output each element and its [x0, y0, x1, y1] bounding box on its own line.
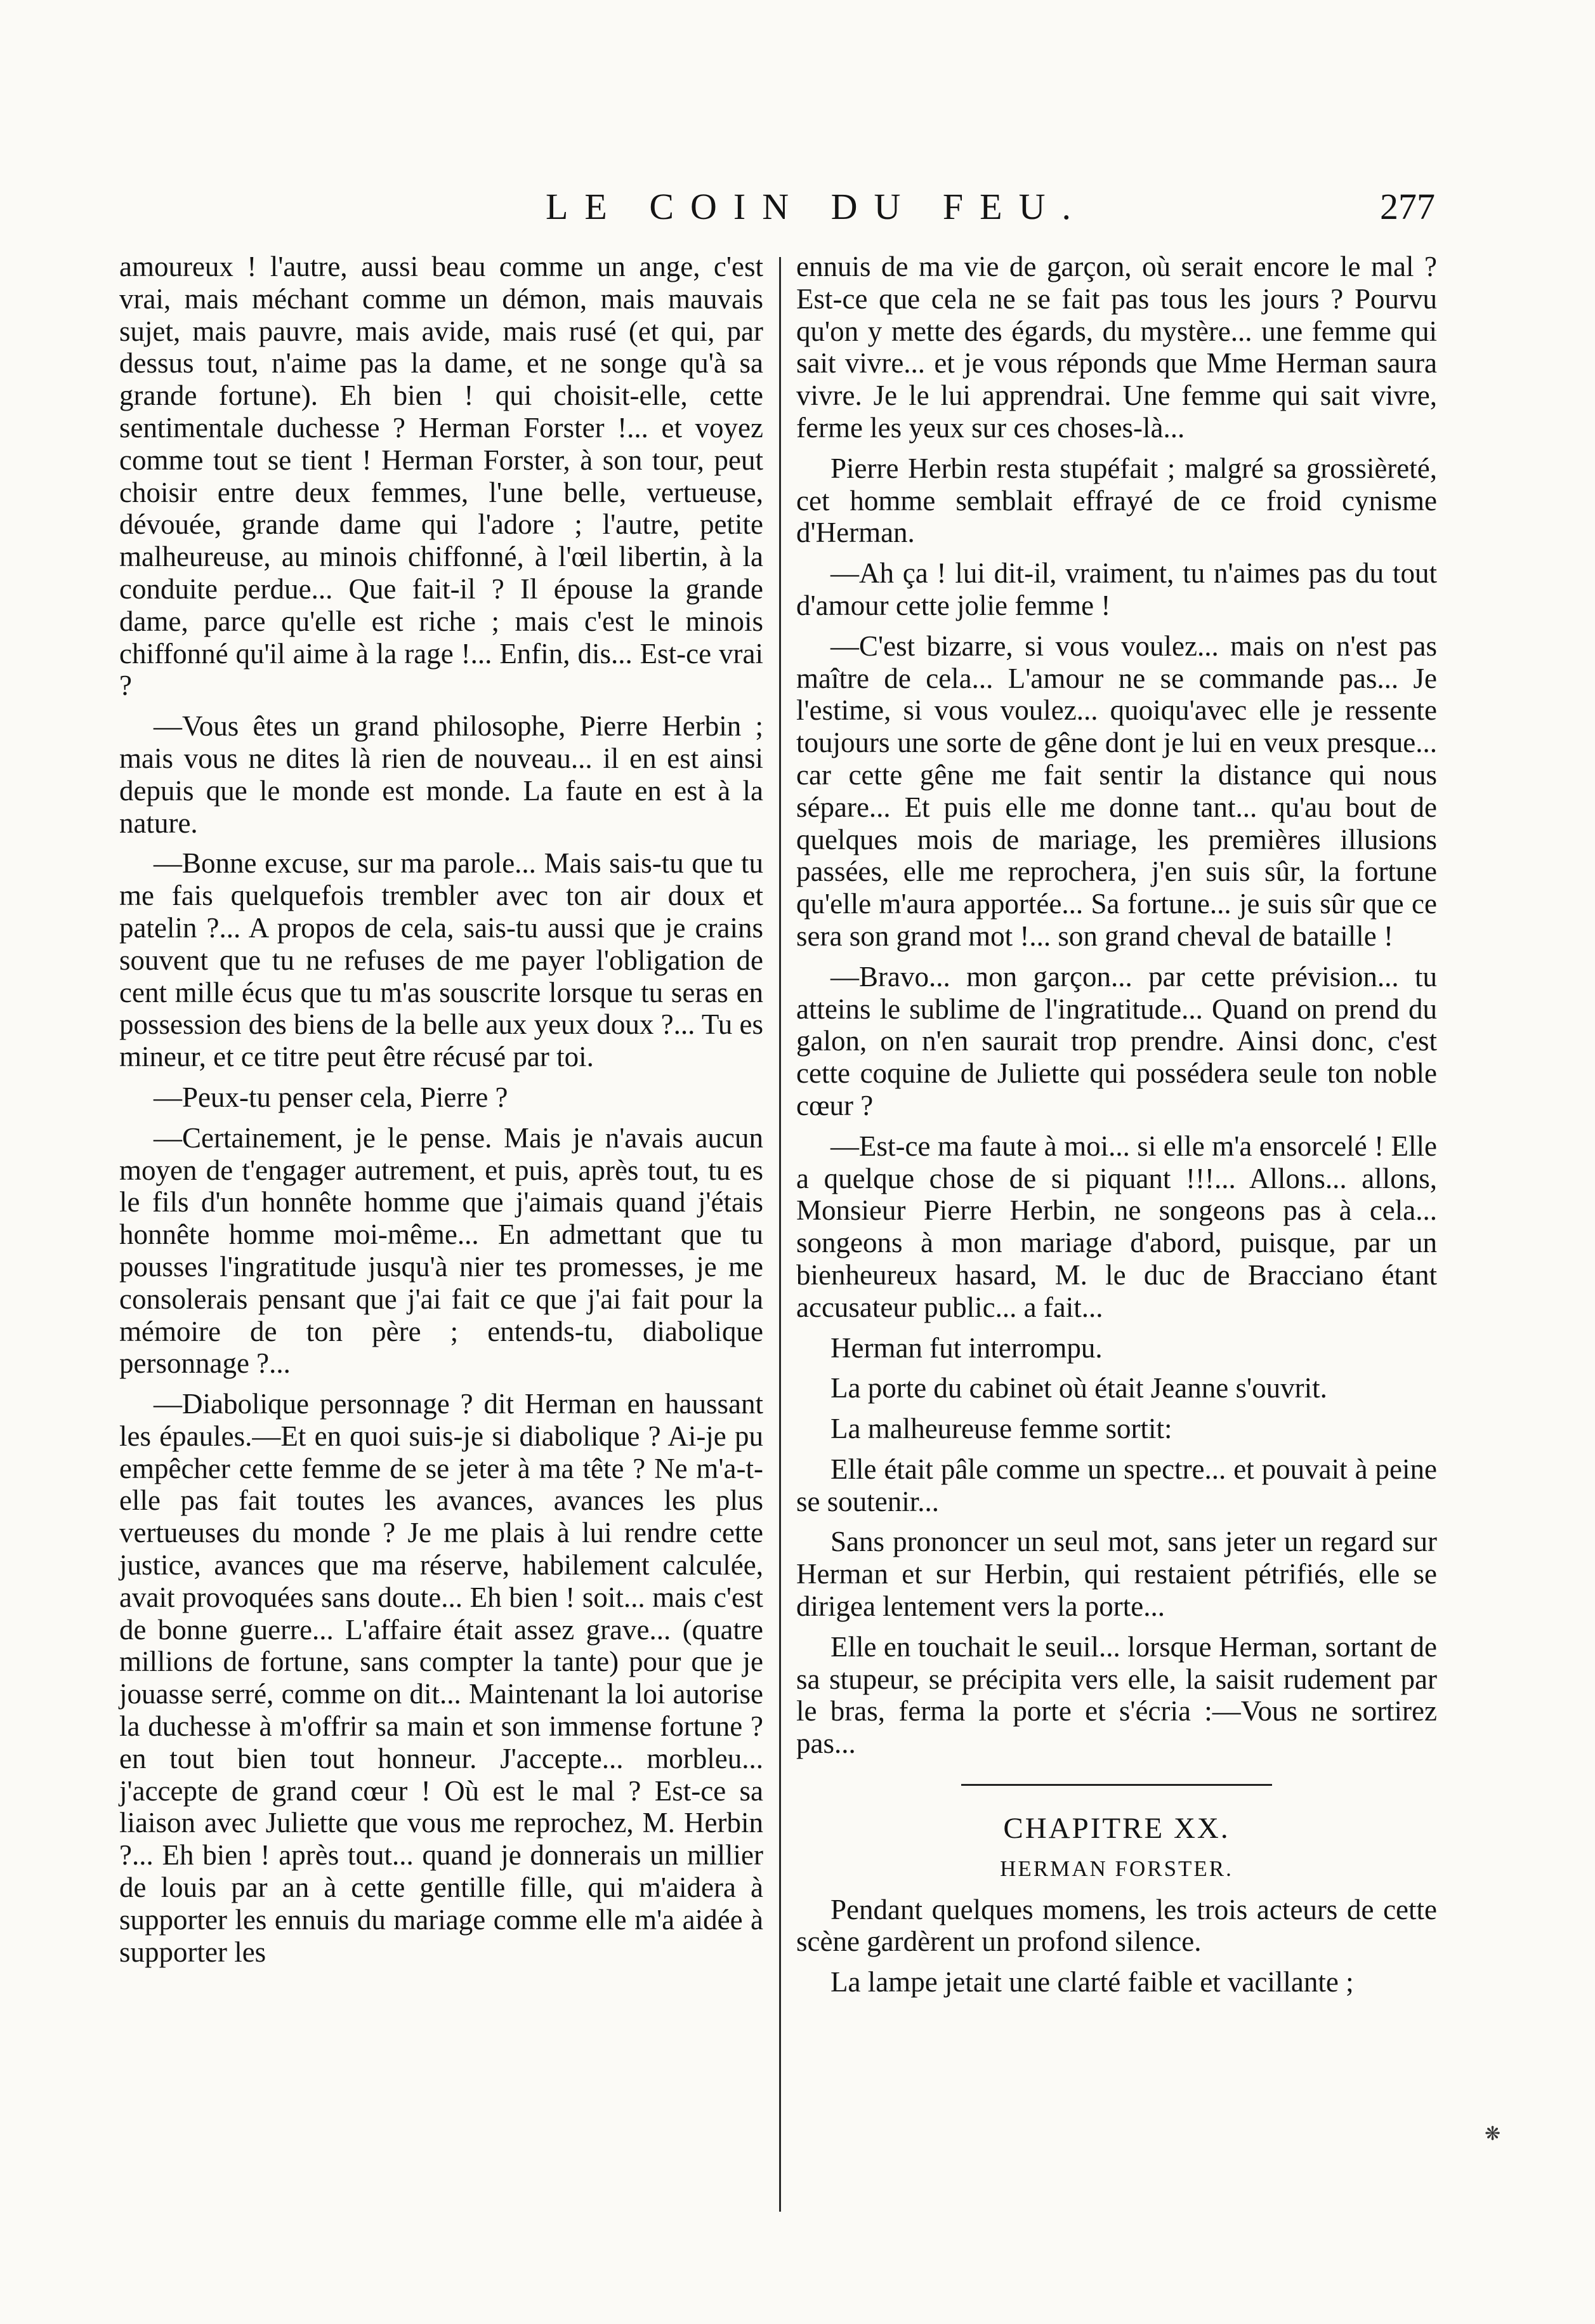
paragraph: Elle était pâle comme un spectre... et pouvait à peine se soutenir... — [796, 1453, 1437, 1517]
paragraph: —Certainement, je le pense. Mais je n'avais aucun moyen de t'engager autrement, et puis, après tout, tu es le fils d'un honnête homme que j'aimais quand j'étais honnête homme moi-même... En admettant que tu pousses l'ingratitude jusqu'à nier tes promesses, je me consolerais pensant que j'ai fait ce que j'ai fait pour la mémoire de ton père ; entends-tu, diabolique personnage ?... — [119, 1121, 763, 1380]
paragraph: —C'est bizarre, si vous voulez... mais on n'est pas maître de cela... L'amour ne se commande pas... Je l'estime, si vous voulez... quoiqu'avec elle je ressente toujours une sorte de gêne dont je lui en veux presque... car cette gêne me fait sentir la distance qui nous sépare... Et puis elle me donne tant... qu'au bout de quelques mois de mariage, les premières illusions passées, elle me reprochera, j'en suis sûr, la fortune qu'elle m'aura apportée... Sa fortune... je suis sûr que ce sera son grand mot !... son grand cheval de bataille ! — [796, 630, 1437, 952]
paragraph: La lampe jetait une clarté faible et vacillante ; — [830, 1966, 1354, 1998]
paragraph: ennuis de ma vie de garçon, où serait encore le mal ? Est-ce que cela ne se fait pas tous les jours ? Pourvu qu'on y mette des égards, du mystère... une femme qui sait vivre... et je vous réponds que Mme Herman saura vivre. Je le lui apprendrai. Une femme qui sait vivre, ferme les yeux sur ces choses-là... — [796, 251, 1437, 444]
paragraph: amoureux ! l'autre, aussi beau comme un ange, c'est vrai, mais méchant comme un démon, mais mauvais sujet, mais pauvre, mais avide, mais rusé (et qui, par dessus tout, n'aime pas la dame, et ne songe qu'à sa grande fortune). Eh bien ! qui choisit-elle, cette sentimentale duchesse ? Herman Forster !... et voyez comme tout se tient ! Herman Forster, à son tour, peut choisir entre deux femmes, l'une belle, vertueuse, dévouée, grande dame qui l'adore ; l'autre, petite malheureuse, au minois chiffonné, à l'œil libertin, à la conduite perdue... Que fait-il ? Il épouse la grande dame, parce qu'elle est riche ; mais c'est le minois chiffonné qu'il aime à la rage !... Enfin, dis... Est-ce vrai ? — [119, 251, 763, 702]
running-title: LE COIN DU FEU. — [546, 186, 1087, 227]
left-column — [119, 251, 763, 1976]
chapter-subtitle: HERMAN FORSTER. — [1000, 1856, 1233, 1881]
chapter-title: CHAPITRE XX. — [1003, 1812, 1230, 1845]
paragraph: Herman fut interrompu. — [830, 1331, 1103, 1364]
paragraph: —Peux-tu penser cela, Pierre ? — [154, 1081, 508, 1113]
paragraph: —Est-ce ma faute à moi... si elle m'a ensorcelé ! Elle a quelque chose de si piquant !!!... Allons... allons, Monsieur Pierre Herbin, ne songeons pas à cela... songeons à mon mariage d'abord, puisque, par un bienheureux hasard, M. le duc de Bracciano étant accusateur public... a fait... — [796, 1130, 1437, 1323]
paragraph: —Ah ça ! lui dit-il, vraiment, tu n'aimes pas du tout d'amour cette jolie femme ! — [796, 557, 1437, 621]
paragraph: Elle en touchait le seuil... lorsque Herman, sortant de sa stupeur, se précipita vers elle, la saisit rudement par le bras, ferma la porte et s'écria :—Vous ne sortirez pas... — [796, 1630, 1437, 1760]
page-number: 277 — [1380, 186, 1435, 227]
paragraph: La porte du cabinet où était Jeanne s'ouvrit. — [830, 1372, 1327, 1404]
paragraph: Pierre Herbin resta stupéfait ; malgré sa grossièreté, cet homme semblait effrayé de ce froid cynisme d'Herman. — [796, 452, 1437, 549]
paragraph: La malheureuse femme sortit: — [830, 1413, 1172, 1445]
print-speck-icon: ❋ — [1485, 2123, 1501, 2144]
paragraph: —Vous êtes un grand philosophe, Pierre Herbin ; mais vous ne dites là rien de nouveau... il en est ainsi depuis que le monde est monde. La faute en est à la nature. — [119, 710, 763, 839]
paragraph: —Bravo... mon garçon... par cette prévision... tu atteins le sublime de l'ingratitude... Quand on prend du galon, on n'en saurait trop prendre. Ainsi donc, c'est cette coquine de Juliette qui possédera seule ton noble cœur ? — [796, 960, 1437, 1121]
column-divider — [779, 257, 781, 2212]
paragraph: Pendant quelques momens, les trois acteurs de cette scène gardèrent un profond silence. — [796, 1893, 1437, 1958]
paragraph: Sans prononcer un seul mot, sans jeter un regard sur Herman et sur Herbin, qui restaient pétrifiés, elle se dirigea lentement vers la porte... — [796, 1526, 1437, 1623]
paragraph: —Bonne excuse, sur ma parole... Mais sais-tu que tu me fais quelquefois trembler avec ton air doux et patelin ?... A propos de cela, sais-tu aussi que je crains souvent que tu ne refuses de me payer l'obligation de cent mille écus que tu m'as souscrite lorsque tu seras en possession des biens de la belle aux yeux doux ?... Tu es mineur, et ce titre peut être récusé par toi. — [119, 847, 763, 1073]
section-divider — [961, 1784, 1272, 1786]
running-head — [0, 185, 1595, 236]
right-column — [796, 251, 1437, 2007]
paragraph: —Diabolique personnage ? dit Herman en haussant les épaules.—Et en quoi suis-je si diabolique ? Ai-je pu empêcher cette femme de se jeter à ma tête ? Ne m'a-t-elle pas fait toutes les avances, avances les plus vertueuses du monde ? Je me plais à lui rendre cette justice, avances que ma réserve, habilement calculée, avait provoquées sans doute... Eh bien ! soit... mais c'est de bonne guerre... L'affaire était assez grave... (quatre millions de fortune, sans compter la tante) pour que je jouasse serré, comme on dit... Maintenant la loi autorise la duchesse à m'offrir sa main et son immense fortune ? en tout bien tout honneur. J'accepte... morbleu... j'accepte de grand cœur ! Où est le mal ? Est-ce sa liaison avec Juliette que vous me reprochez, M. Herbin ?... Eh bien ! après tout... quand je donnerais un millier de louis par an à cette gentille fille, qui m'aidera à supporter les ennuis du mariage comme elle m'a aidée à supporter les — [119, 1388, 763, 1968]
